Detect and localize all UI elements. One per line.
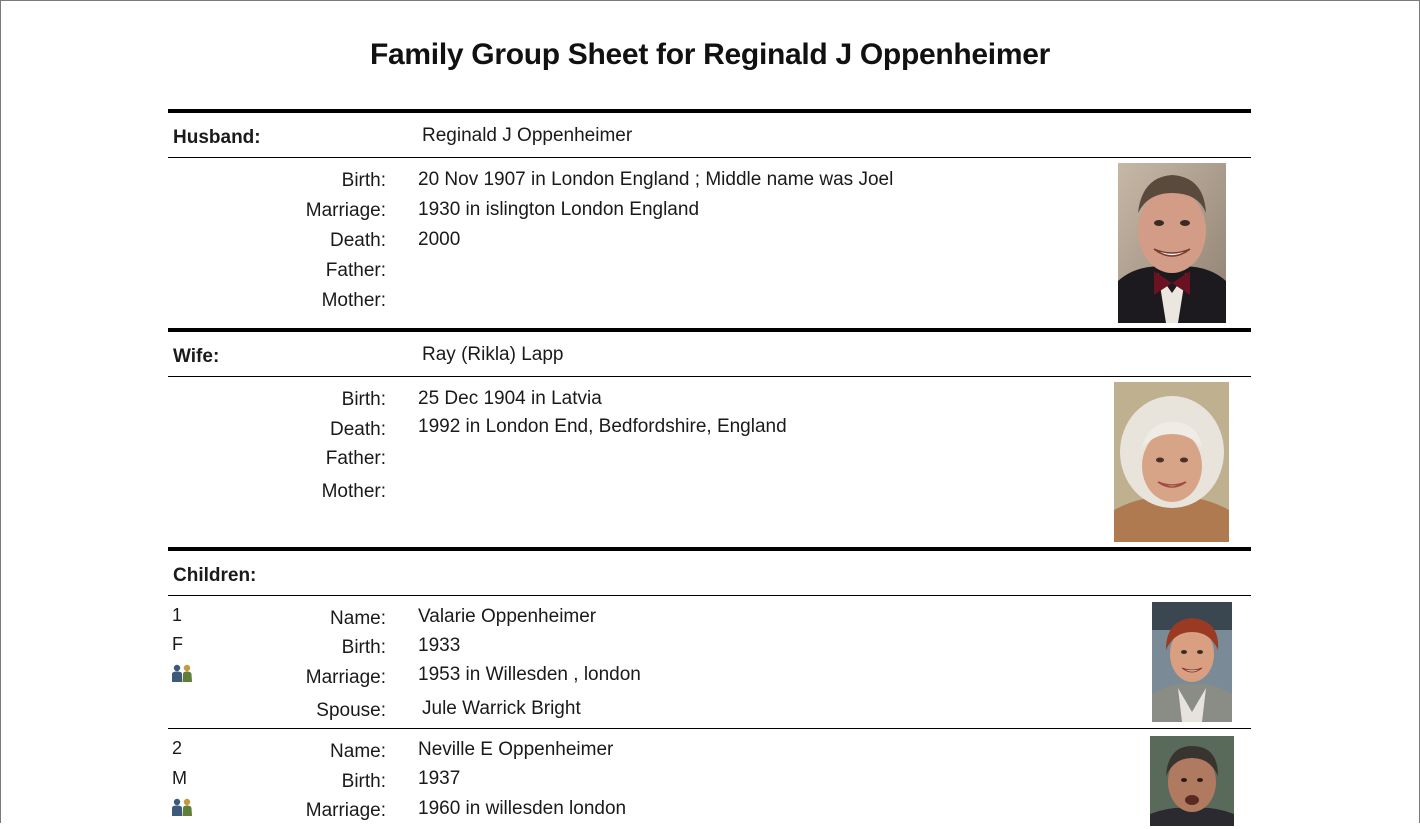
children-header — [168, 551, 1251, 595]
fact-value-marriage: 1960 in willesden london — [418, 798, 627, 819]
fact-label-birth: Birth: — [341, 637, 386, 658]
fact-label-birth: Birth: — [341, 389, 386, 410]
fact-label-marriage: Marriage: — [305, 800, 386, 821]
child-photo[interactable] — [1150, 736, 1234, 826]
fact-value-death: 1992 in London End, Bedfordshire, England — [418, 416, 787, 437]
fact-value-birth: 25 Dec 1904 in Latvia — [418, 388, 602, 409]
husband-portrait-image — [1118, 163, 1226, 323]
fact-label-death: Death: — [330, 230, 386, 251]
fact-label-father: Father: — [325, 260, 386, 281]
child-sex: F — [172, 634, 183, 654]
fact-label-spouse: Spouse: — [316, 700, 386, 721]
fact-value-birth: 20 Nov 1907 in London England ; Middle name was Joel — [418, 169, 894, 190]
husband-label: Husband: — [173, 127, 261, 148]
child-photo[interactable] — [1152, 602, 1232, 722]
wife-header — [168, 332, 1251, 376]
child-number: 2 — [172, 738, 183, 758]
fact-label-mother: Mother: — [321, 290, 386, 311]
fact-label-birth: Birth: — [341, 771, 386, 792]
child-number: 1 — [172, 605, 183, 625]
fact-label-marriage: Marriage: — [305, 200, 386, 221]
family-couple-icon[interactable] — [170, 798, 194, 816]
wife-facts — [168, 377, 1251, 547]
fact-label-marriage: Marriage: — [305, 667, 386, 688]
fact-value-name[interactable]: Neville E Oppenheimer — [418, 739, 614, 760]
fact-value-name[interactable]: Valarie Oppenheimer — [418, 606, 597, 627]
husband-name[interactable]: Reginald J Oppenheimer — [422, 125, 633, 146]
wife-portrait-image — [1114, 382, 1229, 542]
wife-photo[interactable] — [1114, 382, 1229, 542]
children-label: Children: — [173, 565, 257, 586]
family-group-sheet — [168, 109, 1251, 829]
fact-label-father: Father: — [325, 448, 386, 469]
fact-label-name: Name: — [330, 741, 386, 762]
fact-value-spouse[interactable]: Jule Warrick Bright — [422, 698, 581, 719]
page-title: Family Group Sheet for Reginald J Oppenheimer — [370, 38, 1050, 71]
husband-photo[interactable] — [1118, 163, 1226, 323]
fact-label-mother: Mother: — [321, 481, 386, 502]
fact-value-death: 2000 — [418, 229, 461, 250]
child-sex: M — [172, 768, 187, 788]
wife-name[interactable]: Ray (Rikla) Lapp — [422, 344, 564, 365]
fact-value-marriage: 1930 in islington London England — [418, 199, 700, 220]
husband-facts — [168, 158, 1251, 328]
fact-value-birth: 1933 — [418, 635, 461, 656]
fact-label-name: Name: — [330, 608, 386, 629]
husband-header — [168, 113, 1251, 157]
family-couple-icon[interactable] — [170, 664, 194, 682]
fact-label-birth: Birth: — [341, 170, 386, 191]
fact-label-death: Death: — [330, 419, 386, 440]
child-portrait-image — [1150, 736, 1234, 826]
fact-value-birth: 1937 — [418, 768, 461, 789]
child-entry — [168, 596, 1251, 728]
child-entry — [168, 729, 1251, 829]
fact-value-marriage: 1953 in Willesden , london — [418, 664, 641, 685]
wife-label: Wife: — [173, 346, 220, 367]
child-portrait-image — [1152, 602, 1232, 722]
